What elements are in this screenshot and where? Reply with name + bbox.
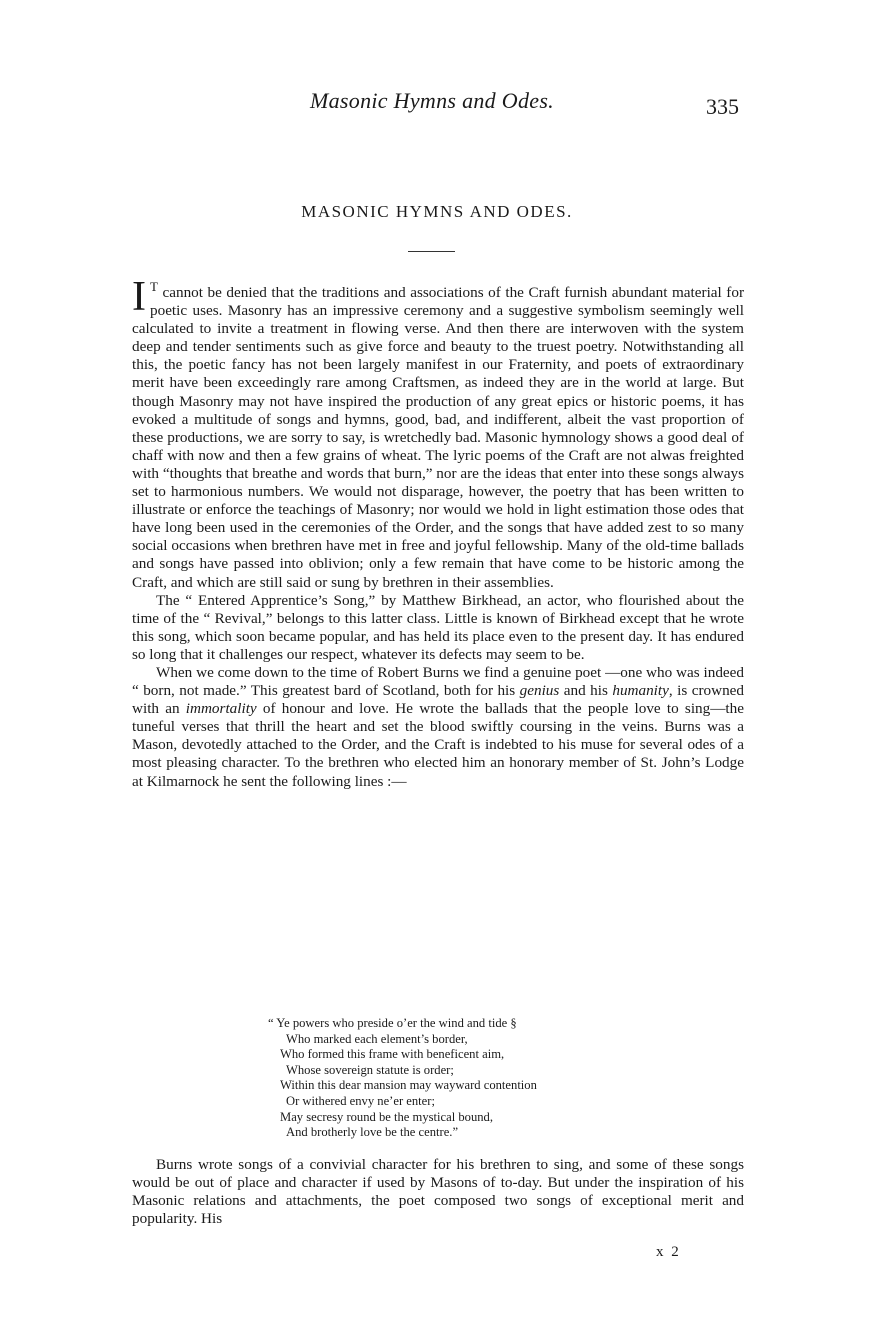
poem-line: Whose sovereign statute is order; [286, 1062, 454, 1077]
paragraph-3-text-a: When we come down to the time of Robert Burns we find a genuine poet —one who was indeed “ born, not made.” This greatest bard of Scotland, both for his [132, 663, 744, 700]
poem-line: And brotherly love be the centre.” [286, 1125, 459, 1140]
closing-text [132, 1156, 744, 1228]
poem-line: “ Ye powers who preside o’er the wind and tide § [268, 1016, 517, 1030]
paragraph-4: Burns wrote songs of a convivial character for his brethren to sing, and some of these songs would be out of place and character if used by Masons of to-day. But under the inspiration of his Masonic relations and attachments, the poet composed two songs of exceptional merit and popularity. His [132, 1156, 744, 1228]
paragraph-3-text-c: , is crowned with an [132, 682, 745, 718]
paragraph-1-text: cannot be denied that the traditions and associations of the Craft furnish abundant material for poetic uses. Masonry has an impressive ceremony and a suggestive symbolism seemingly well calculated to invite a treatment in flowing verse. And then there are interwoven with the system deep and tender sentiments such as give force and beauty to the truest poetry. Notwithstanding all this, the poetic fancy has not been largely manifest in our Fraternity, and poets of extraordinary merit have been exceedingly rare among Craftsmen, as indeed they are in the world at large. But though Masonry may not have inspired the production of any great epics or historic poems, it has evoked a multitude of songs and hymns, good, bad, and indifferent, albeit the vast proportion of these productions, we are sorry to say, is wretchedly bad. Masonic hymnology shows a good deal of chaff with now and then a few grains of wheat. The lyric poems of the Craft are not alwas freighted with “thoughts that breathe and words that burn,” nor are the ideas that enter into these songs always set to harmonious numbers. We would not disparage, however, the poetry that has been written to illustrate or enforce the teachings of Masonry; nor would we hold in light estimation those odes that have long been used in the ceremonies of the Order, and the songs that have added zest to so many social occasions when brethren have met in free and joyful fellowship. Many of the old-time ballads and songs have passed into oblivion; only a few remain that have come to be historic among the Craft, and which are still said or sung by brethren in their assemblies. [132, 284, 744, 591]
printer-signature: x 2 [656, 1244, 681, 1260]
emphasis-immortality: immortality [185, 700, 257, 718]
paragraph-3-text-d: of honour and love. He wrote the ballads that the people love to sing—the tuneful verses that thrill the heart and set the blood swiftly coursing in the veins. Burns was a Mason, devotedly attached to the Order, and the Craft is indebted to his muse for several odes of a most pleasing character. To the brethren who elected him an honorary member of St. John’s Lodge at Kilmarnock he sent the following lines :— [132, 700, 744, 790]
drop-cap-tail: T [150, 279, 158, 294]
poem-line: Within this dear mansion may wayward contention [280, 1078, 537, 1093]
poem-line: May secresy round be the mystical bound, [280, 1109, 493, 1124]
poem-line: Who marked each element’s border, [286, 1031, 468, 1046]
drop-cap: I [132, 274, 146, 320]
emphasis-genius: genius [519, 682, 560, 700]
paragraph-1 [132, 274, 744, 592]
paragraph-2: The “ Entered Apprentice’s Song,” by Matthew Birkhead, an actor, who flourished about the time of the “ Revival,” belongs to this latter class. Little is known of Birkhead except that he wrote this song, which soon became popular, and has held its place even to the present day. It has endured so long that it challenges our respect, whatever its defects may seem to be. [132, 591, 744, 663]
paragraph-3 [132, 664, 744, 791]
paragraph-3-text-b: and his [559, 682, 613, 700]
running-head: Masonic Hymns and Odes. [310, 88, 554, 113]
poem-line: Who formed this frame with beneficent aim, [280, 1047, 505, 1062]
poem-quote [268, 1016, 688, 1141]
title-rule [408, 251, 455, 252]
article-body [132, 274, 745, 791]
poem-line: Or withered envy ne’er enter; [286, 1093, 435, 1108]
page-number: 335 [706, 94, 739, 119]
article-title: MASONIC HYMNS AND ODES. [301, 202, 573, 221]
emphasis-humanity: humanity [612, 682, 669, 700]
